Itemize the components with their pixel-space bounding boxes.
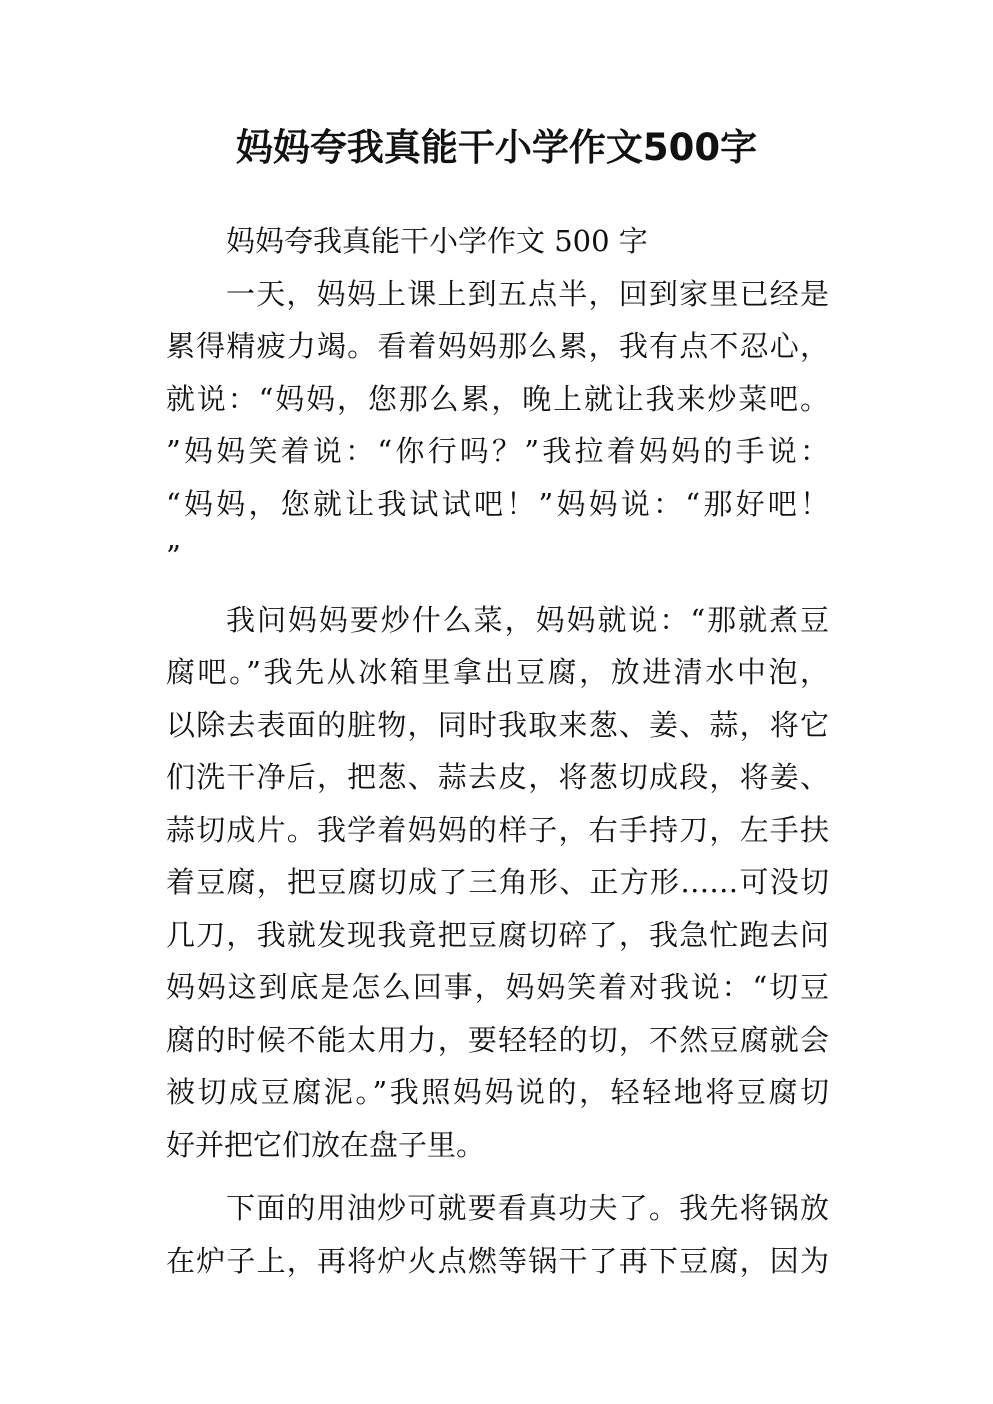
paragraph-3-line-1: 下面的用油炒可就要看真功夫了。我先将锅放 — [226, 1191, 829, 1225]
paragraph-2-line-9: 腐的时候不能太用力，要轻轻的切，不然豆腐就会 — [166, 1022, 829, 1057]
document-body — [166, 215, 829, 1287]
paragraph-1-line-1: 一天，妈妈上课上到五点半，回到家里已经是 — [226, 276, 829, 311]
paragraph-2-line-6: 着豆腐，把豆腐切成了三角形、正方形……可没切 — [166, 865, 829, 899]
paragraph-2-line-3: 以除去表面的脏物，同时我取来葱、姜、蒜，将它 — [166, 707, 829, 742]
paragraph-2-line-2: 腐吧。”我先从冰箱里拿出豆腐，放进清水中泡， — [166, 655, 829, 689]
document-title: 妈妈夸我真能干小学作文500字 — [235, 126, 758, 169]
paragraph-2-line-7: 几刀，我就发现我竟把豆腐切碎了，我急忙跑去问 — [166, 917, 829, 952]
paragraph-1-line-4: ”妈妈笑着说：“你行吗？”我拉着妈妈的手说： — [166, 434, 829, 468]
paragraph-1-line-5: “妈妈，您就让我试试吧！”妈妈说：“那好吧！ — [166, 486, 829, 521]
paragraph-3-line-2: 在炉子上，再将炉火点燃等锅干了再下豆腐，因为 — [166, 1243, 829, 1278]
paragraph-2-line-5: 蒜切成片。我学着妈妈的样子，右手持刀，左手扶 — [166, 812, 829, 847]
paragraph-2-line-4: 们洗干净后，把葱、蒜去皮，将葱切成段，将姜、 — [166, 760, 829, 794]
paragraph-2-line-1: 我问妈妈要炒什么菜，妈妈就说：“那就煮豆 — [226, 602, 829, 637]
paragraph-1-line-3: 就说：“妈妈，您那么累，晚上就让我来炒菜吧。 — [166, 381, 829, 416]
paragraph-2-line-10: 被切成豆腐泥。”我照妈妈说的，轻轻地将豆腐切 — [166, 1075, 829, 1109]
paragraph-gap — [166, 1171, 829, 1182]
paragraph-1-line-6: ” — [166, 539, 181, 573]
paragraph-2-line-8: 妈妈这到底是怎么回事，妈妈笑着对我说：“切豆 — [166, 970, 829, 1004]
subtitle-line: 妈妈夸我真能干小学作文 500 字 — [226, 224, 648, 258]
paragraph-gap — [166, 583, 829, 594]
paragraph-2-line-11: 好并把它们放在盘子里。 — [166, 1127, 486, 1162]
paragraph-1-line-2: 累得精疲力竭。看着妈妈那么累，我有点不忍心， — [166, 329, 829, 363]
